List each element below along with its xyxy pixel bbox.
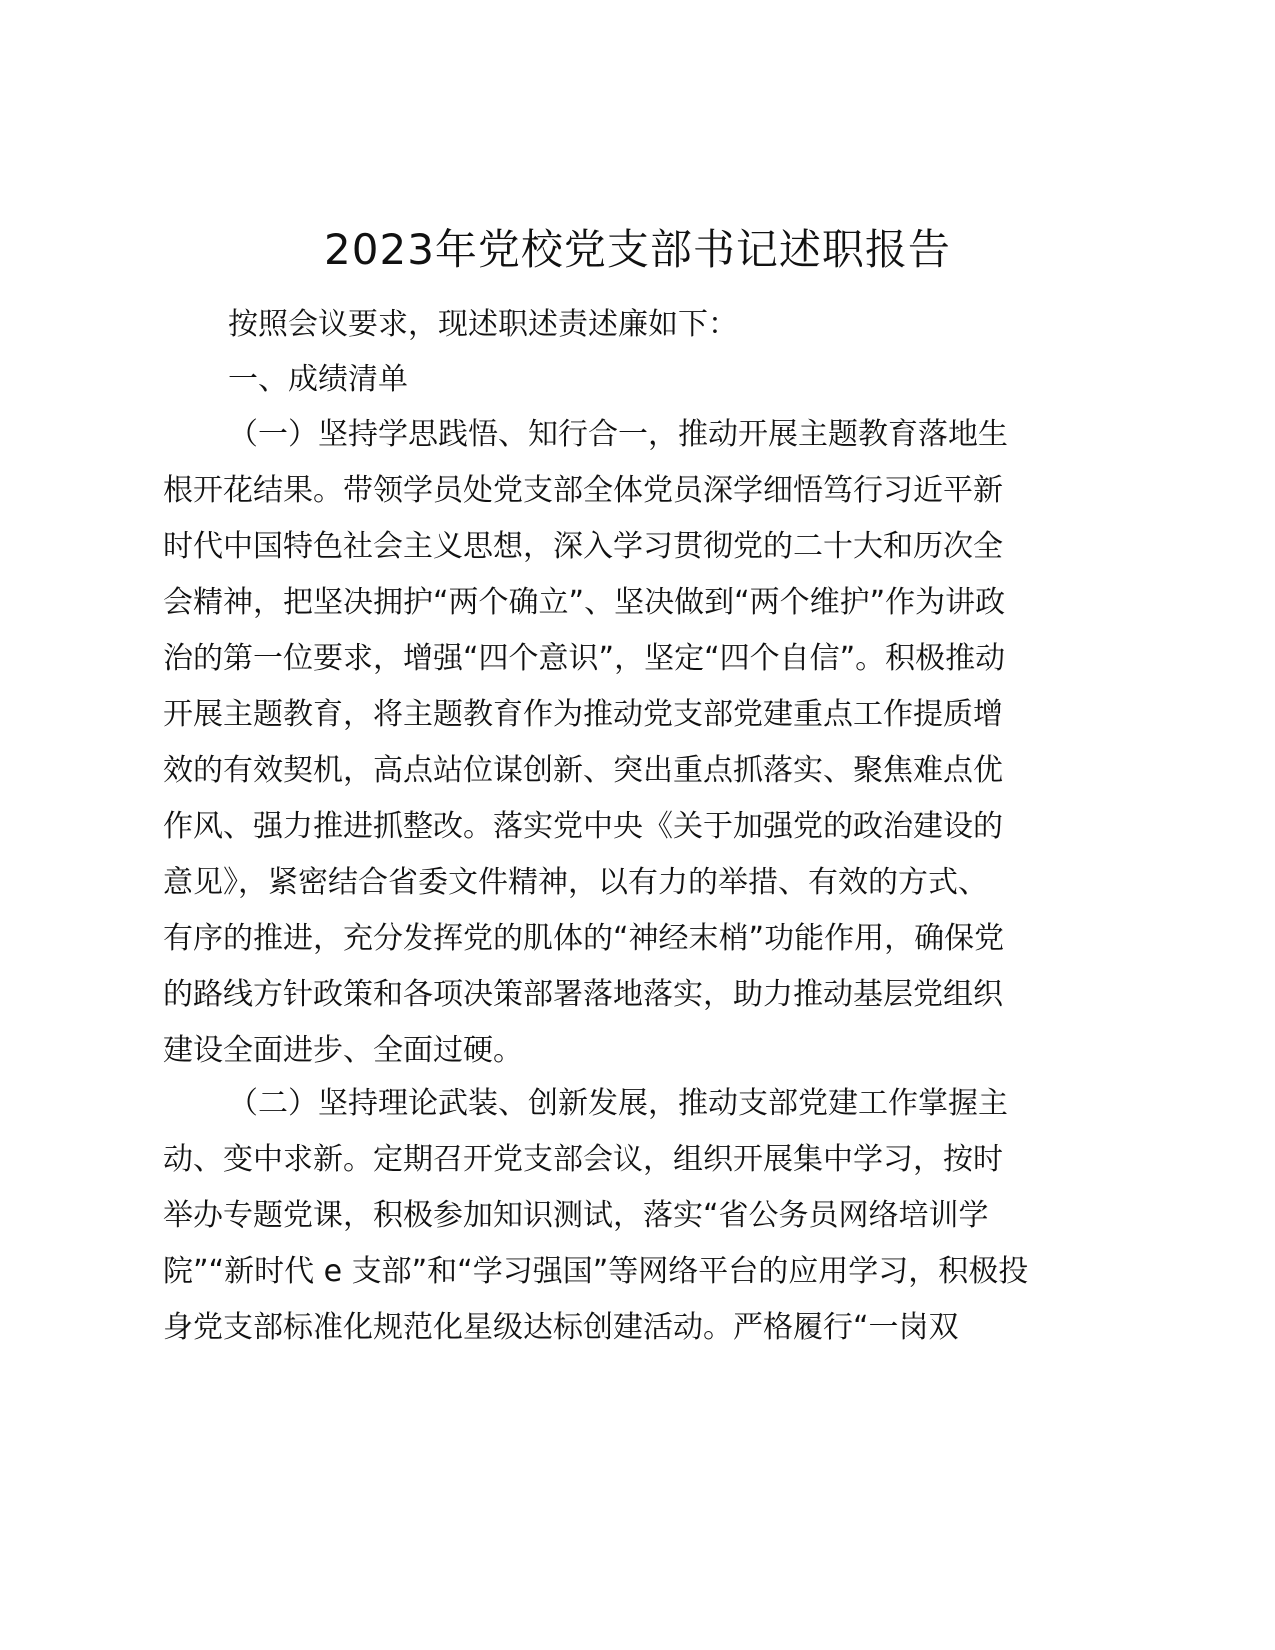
paragraph-line: （一）坚持学思践悟、知行合一，推动开展主题教育落地生 (228, 417, 1008, 452)
document-title: 2023年党校党支部书记述职报告 (324, 225, 951, 274)
paragraph-line: 的路线方针政策和各项决策部署落地落实，助力推动基层党组织 (163, 977, 1003, 1012)
paragraph-line: 有序的推进，充分发挥党的肌体的“神经末梢”功能作用，确保党 (163, 921, 1005, 956)
paragraph-line: 作风、强力推进抓整改。落实党中央《关于加强党的政治建设的 (163, 809, 1003, 844)
paragraph-line: 开展主题教育，将主题教育作为推动党支部党建重点工作提质增 (163, 697, 1003, 732)
paragraph-line: 建设全面进步、全面过硬。 (163, 1033, 523, 1068)
intro-line: 按照会议要求，现述职述责述廉如下： (228, 307, 738, 342)
paragraph-line: 会精神，把坚决拥护“两个确立”、坚决做到“两个维护”作为讲政 (163, 585, 1006, 620)
paragraph-line: 根开花结果。带领学员处党支部全体党员深学细悟笃行习近平新 (163, 473, 1003, 508)
paragraph-line: 动、变中求新。定期召开党支部会议，组织开展集中学习，按时 (163, 1142, 1003, 1177)
section-heading: 一、成绩清单 (228, 362, 408, 397)
paragraph-line: 意见》，紧密结合省委文件精神，以有力的举措、有效的方式、 (163, 865, 988, 900)
paragraph-line: 院”“新时代 e 支部”和“学习强国”等网络平台的应用学习，积极投 (163, 1254, 1029, 1289)
paragraph-line: 举办专题党课，积极参加知识测试，落实“省公务员网络培训学 (163, 1198, 989, 1233)
paragraph-line: 时代中国特色社会主义思想，深入学习贯彻党的二十大和历次全 (163, 529, 1003, 564)
paragraph-line: （二）坚持理论武装、创新发展，推动支部党建工作掌握主 (228, 1086, 1008, 1121)
paragraph-line: 身党支部标准化规范化星级达标创建活动。严格履行“一岗双 (163, 1310, 959, 1345)
paragraph-line: 治的第一位要求，增强“四个意识”，坚定“四个自信”。积极推动 (163, 641, 1006, 676)
paragraph-line: 效的有效契机，高点站位谋创新、突出重点抓落实、聚焦难点优 (163, 753, 1003, 788)
